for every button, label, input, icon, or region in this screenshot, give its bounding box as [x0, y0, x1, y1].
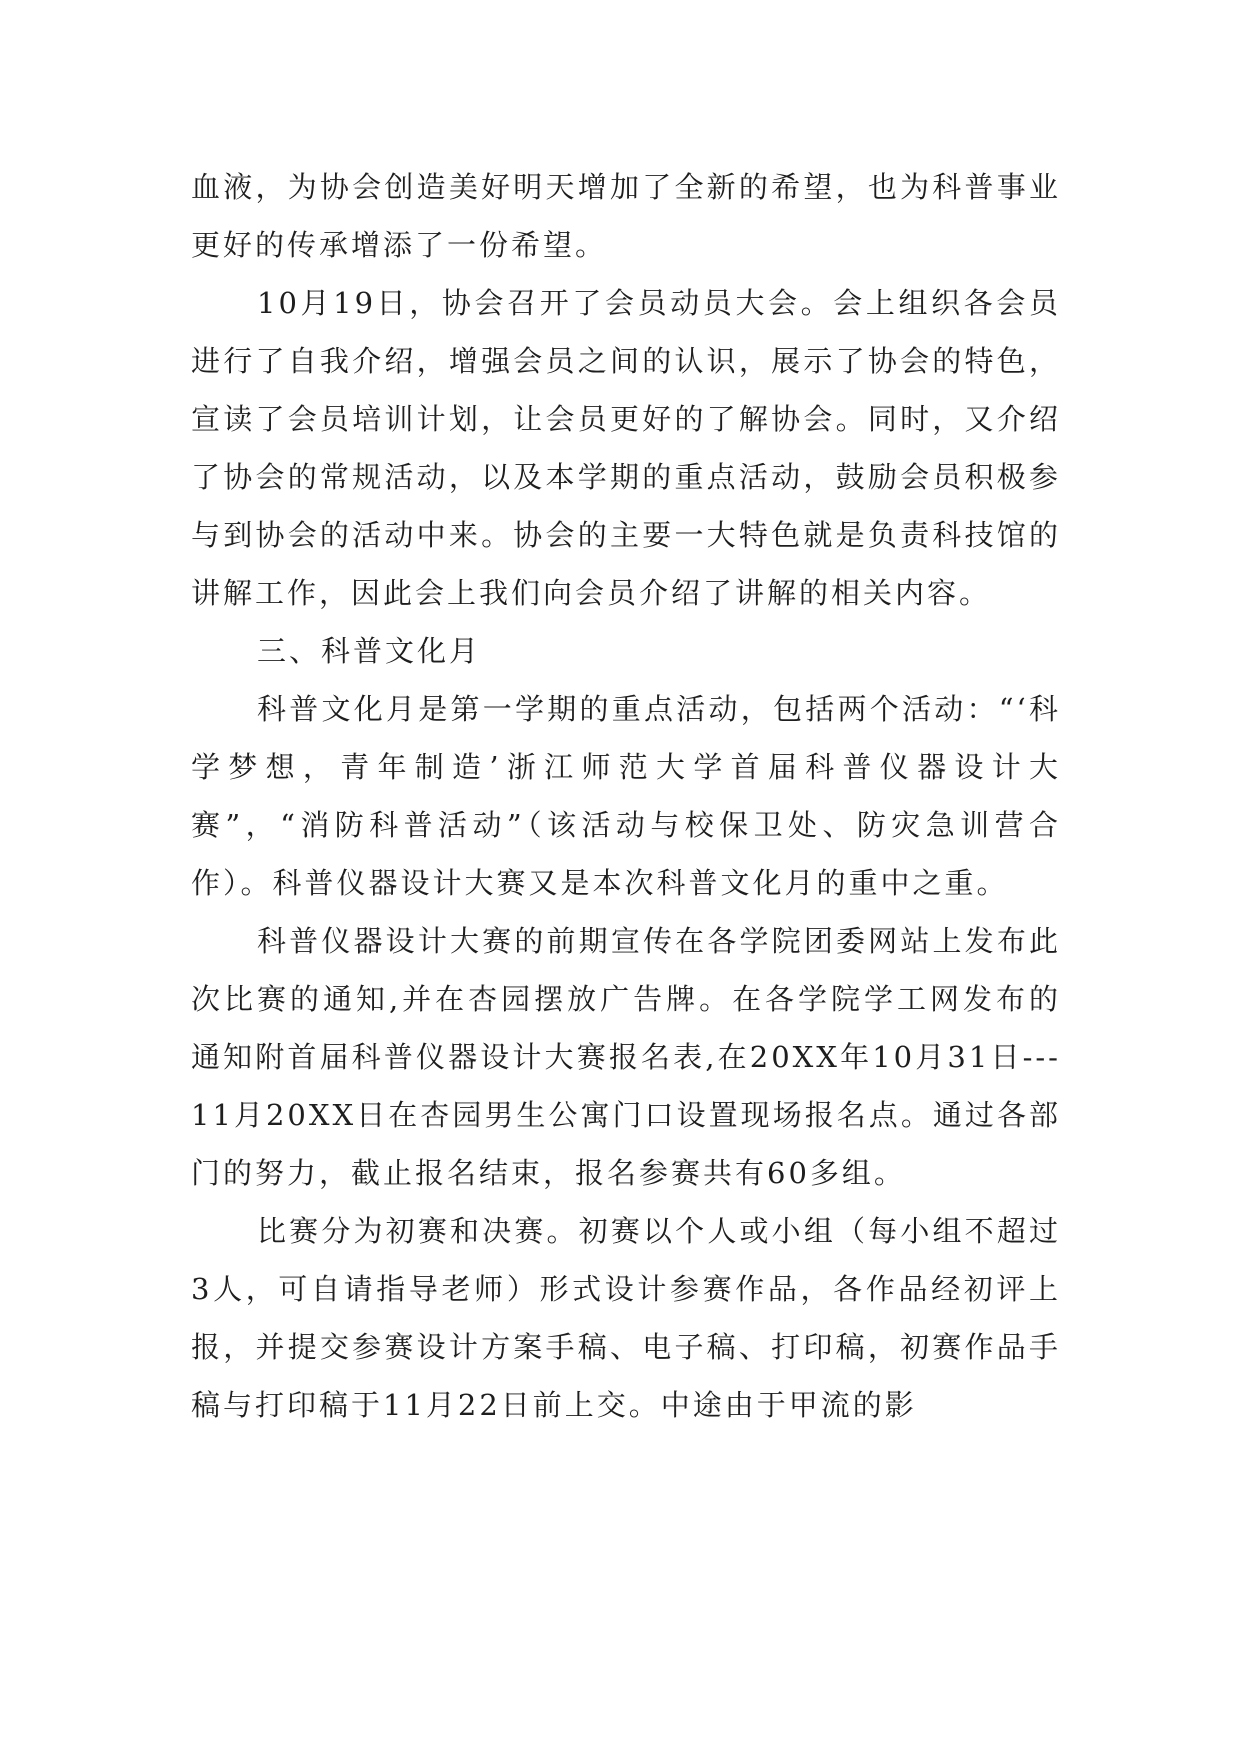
document-body: [191, 158, 1061, 1434]
paragraph-member-meeting: 10月19日，协会召开了会员动员大会。会上组织各会员进行了自我介绍，增强会员之间的认识，展示了协会的特色，宣读了会员培训计划，让会员更好的了解协会。同时，又介绍了协会的常规活动，以及本学期的重点活动，鼓励会员积极参与到协会的活动中来。协会的主要一大特色就是负责科技馆的讲解工作，因此会上我们向会员介绍了讲解的相关内容。: [191, 286, 1061, 610]
paragraph-continuation: 血液，为协会创造美好明天增加了全新的希望，也为科普事业更好的传承增添了一份希望。: [191, 170, 1061, 262]
paragraph-contest-promotion: 科普仪器设计大赛的前期宣传在各学院团委网站上发布此次比赛的通知,并在杏园摆放广告牌。在各学院学工网发布的通知附首届科普仪器设计大赛报名表,在20XX年10月31日---11月20XX日在杏园男生公寓门口设置现场报名点。通过各部门的努力，截止报名结束，报名参赛共有60多组。: [191, 924, 1061, 1190]
section-heading-science-culture-month: 三、科普文化月: [257, 634, 482, 668]
paragraph-contest-rounds: 比赛分为初赛和决赛。初赛以个人或小组（每小组不超过3人，可自请指导老师）形式设计参赛作品，各作品经初评上报，并提交参赛设计方案手稿、电子稿、打印稿，初赛作品手稿与打印稿于11月22日前上交。中途由于甲流的影: [191, 1214, 1061, 1422]
paragraph-culture-month-intro: 科普文化月是第一学期的重点活动，包括两个活动：“‘科学梦想，青年制造’浙江师范大学首届科普仪器设计大赛”，“消防科普活动”（该活动与校保卫处、防灾急训营合作）。科普仪器设计大赛又是本次科普文化月的重中之重。: [191, 692, 1061, 900]
